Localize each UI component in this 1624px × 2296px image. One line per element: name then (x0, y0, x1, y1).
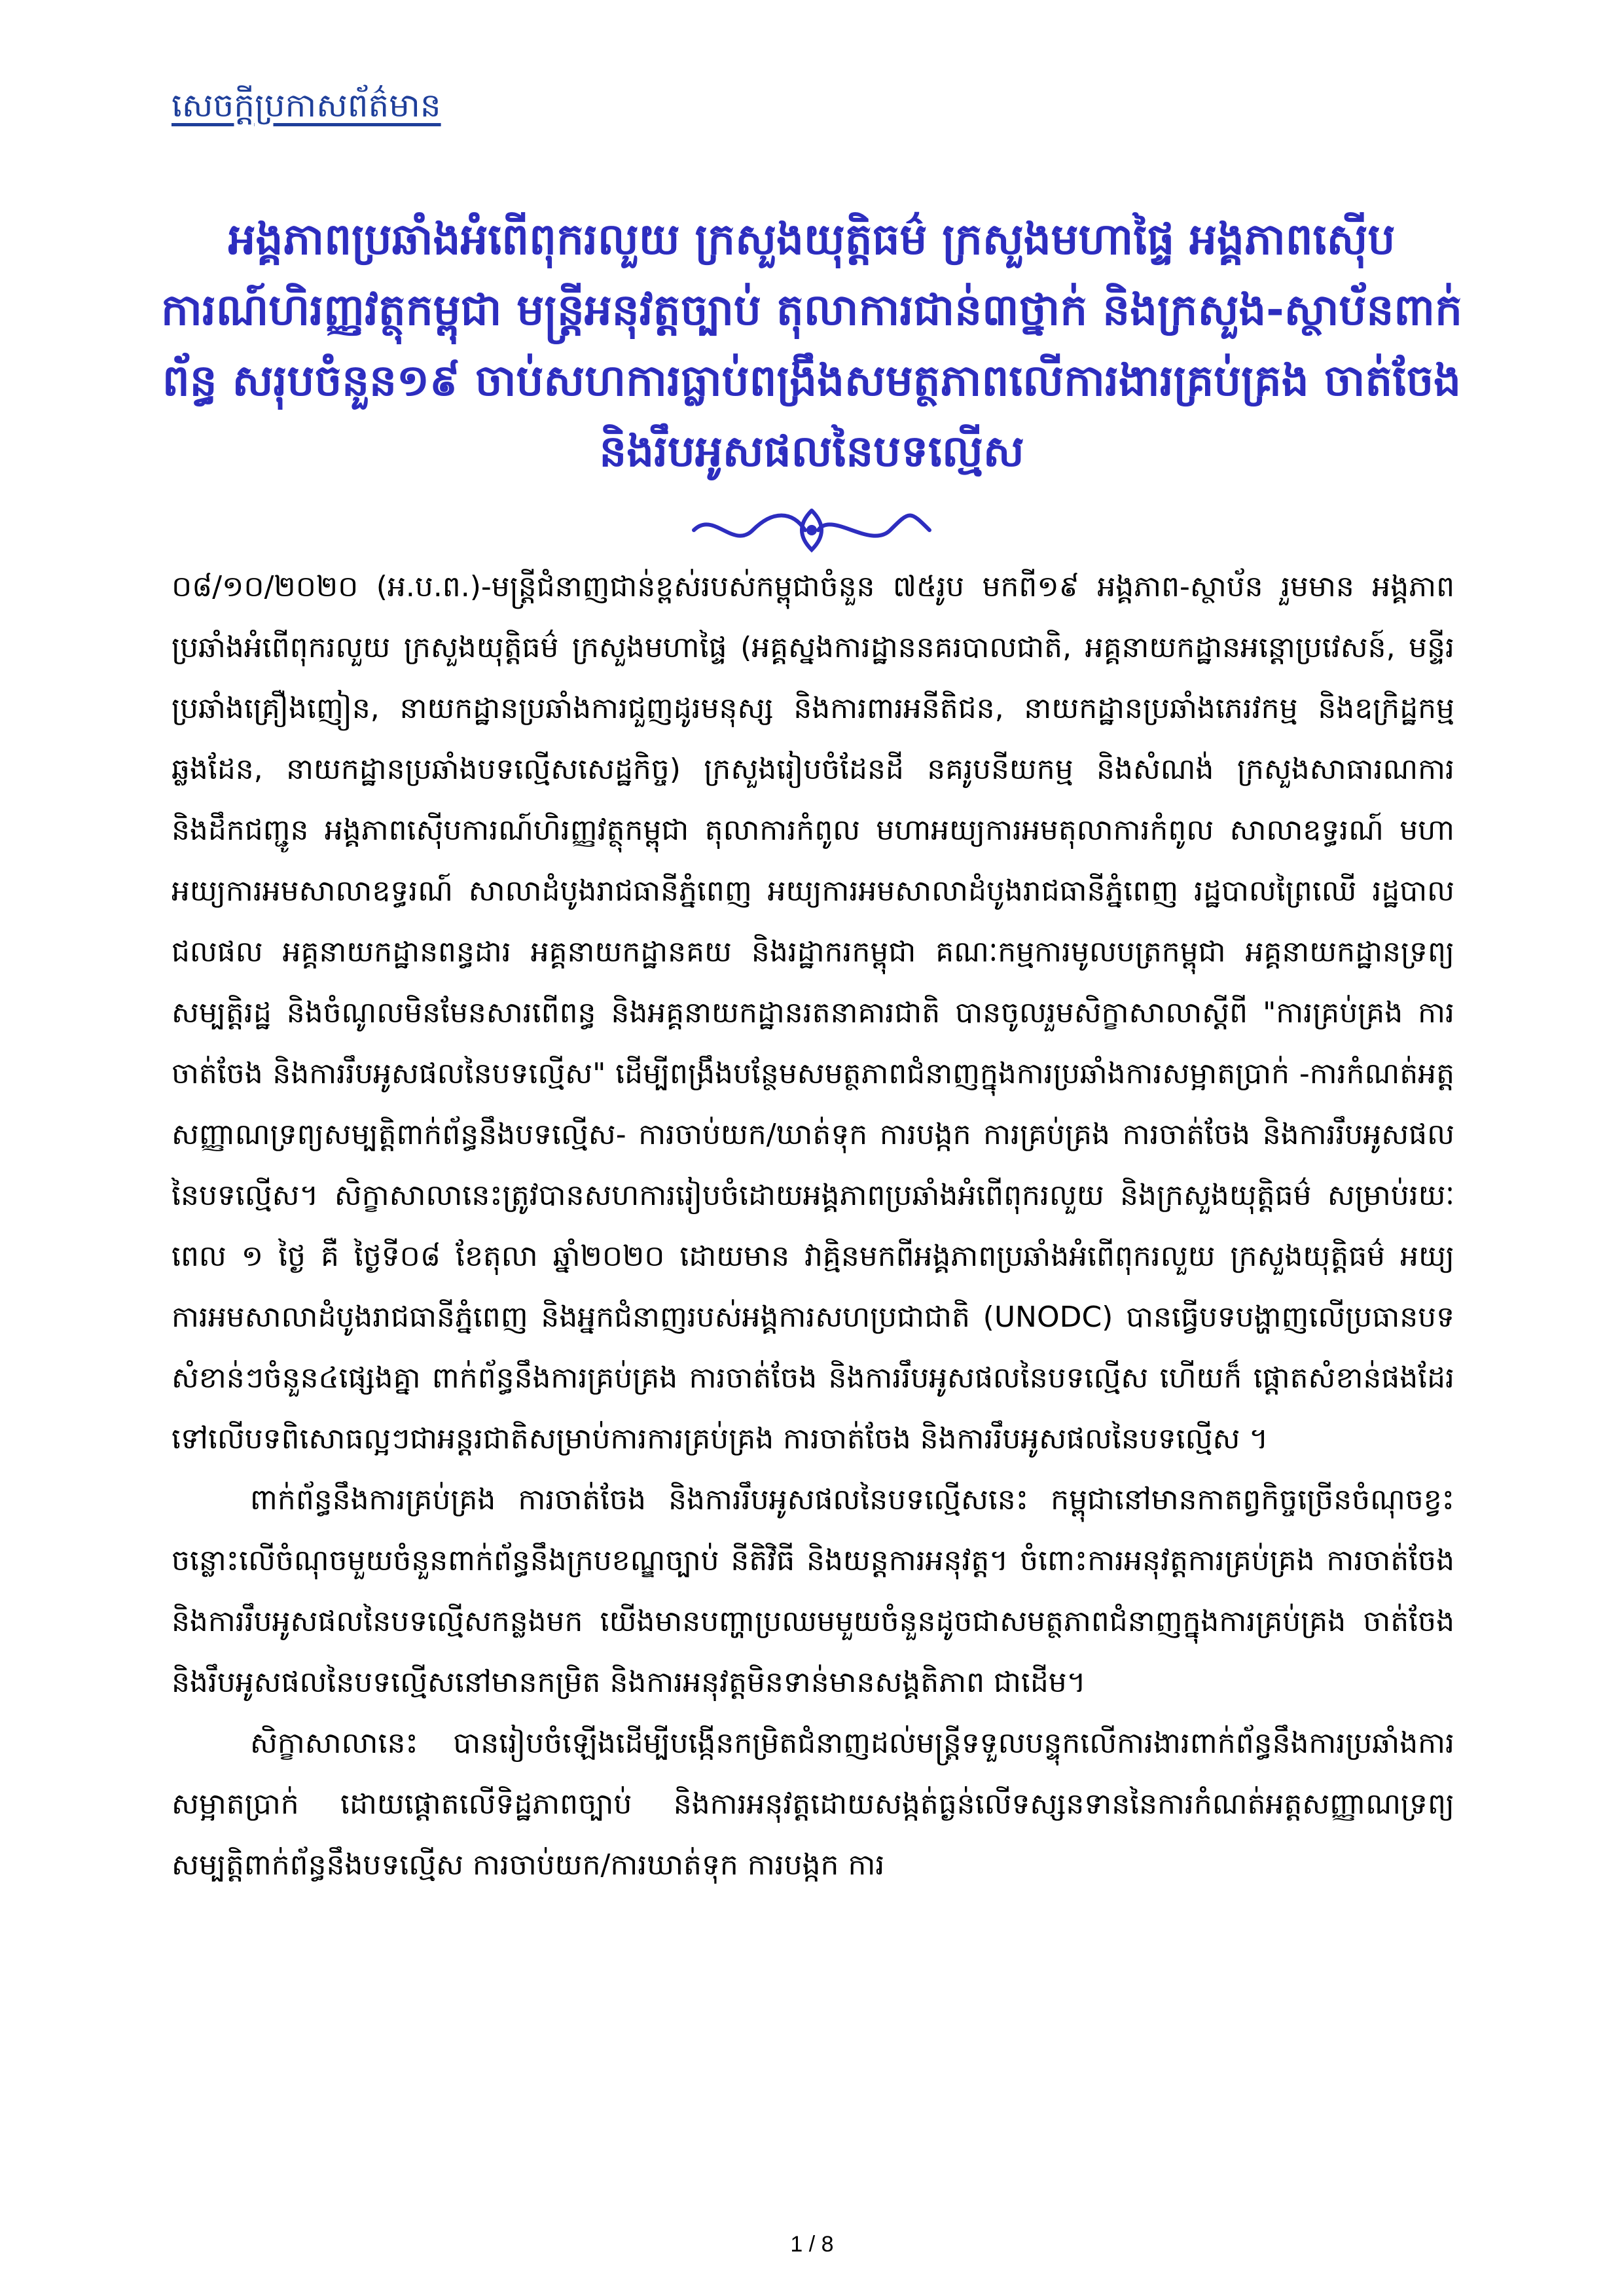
ornament-divider-icon (681, 504, 943, 556)
document-title: អង្គភាពប្រឆាំងអំពើពុករលួយ ក្រសួងយុត្តិធម៌ ក្រសួងមហាផ្ទៃ អង្គភាពស៊ើបការណ៍ហិរញ្ញវត្ថុកម្ពុជា មន្រ្តីអនុវត្តច្បាប់ តុលាការជាន់៣ថ្នាក់ និងក្រសួង-ស្ថាប័នពាក់ព័ន្ធ សរុបចំនួន១៩ ចាប់សហការធ្លាប់ពង្រឹងសមត្ថភាពលើការងារគ្រប់គ្រង ចាត់ចែង និងរឹបអូសផលនៃបទល្មើស (160, 214, 1463, 476)
paragraph-2: ពាក់ព័ន្ធនឹងការគ្រប់គ្រង ការចាត់ចែង និងការរឹបអូសផលនៃបទល្មើសនេះ កម្ពុជានៅមានកាតព្វកិច្ចច្រើនចំណុចខ្វះចន្លោះលើចំណុចមួយចំនួនពាក់ព័ន្ធនឹងក្របខណ្ឌច្បាប់ នីតិវិធី និងយន្តការអនុវត្ត។ ចំពោះការអនុវត្តការគ្រប់គ្រង ការចាត់ចែង និងការរឹបអូសផលនៃបទល្មើសកន្លងមក យើងមានបញ្ហាប្រឈមមួយចំនួនដូចជាសមត្ថភាពជំនាញក្នុងការគ្រប់គ្រង ចាត់ចែង និងរឹបអូសផលនៃបទល្មើសនៅមានកម្រិត និងការអនុវត្តមិនទាន់មានសង្គតិភាព ជាដើម។ (171, 1483, 1454, 1699)
paragraph-1: ០៨/១០/២០២០ (អ.ប.ព.)-មន្ត្រីជំនាញជាន់ខ្ពស់របស់កម្ពុជាចំនួន ៧៥រូប មកពី១៩ អង្គភាព-ស្ថាប័ន រួមមាន អង្គភាពប្រឆាំងអំពើពុករលួយ ក្រសួងយុត្តិធម៌ ក្រសួងមហាផ្ទៃ (អគ្គស្នងការដ្ឋាននគរបាលជាតិ, អគ្គនាយកដ្ឋានអន្តោប្រវេសន៍, មន្ទីរប្រឆាំងគ្រឿងញៀន, នាយកដ្ឋានប្រឆាំងការជួញដូរមនុស្ស និងការពារអនីតិជន, នាយកដ្ឋានប្រឆាំងភេរវកម្ម និងឧក្រិដ្ឋកម្មឆ្លងដែន, នាយកដ្ឋានប្រឆាំងបទល្មើសសេដ្ឋកិច្ច) ក្រសួងរៀបចំដែនដី នគរូបនីយកម្ម និងសំណង់ ក្រសួងសាធារណការ និងដឹកជញ្ជូន អង្គភាពស៊ើបការណ៍ហិរញ្ញវត្ថុកម្ពុជា តុលាការកំពូល មហាអយ្យការអមតុលាការកំពូល សាលាឧទ្ធរណ៍ មហាអយ្យការអមសាលាឧទ្ធរណ៍ សាលាដំបូងរាជធានីភ្នំពេញ អយ្យការអមសាលាដំបូងរាជធានីភ្នំពេញ រដ្ឋបាលព្រៃឈើ រដ្ឋបាលជលផល អគ្គនាយកដ្ឋានពន្ធដារ អគ្គនាយកដ្ឋានគយ និងរដ្ឋាករកម្ពុជា គណៈកម្មការមូលបត្រកម្ពុជា អគ្គនាយកដ្ឋានទ្រព្យសម្បត្តិរដ្ឋ និងចំណូលមិនមែនសារពើពន្ធ និងអគ្គនាយកដ្ឋានរតនាគារជាតិ បានចូលរួមសិក្ខាសាលាស្តីពី "ការគ្រប់គ្រង ការចាត់ចែង និងការរឹបអូសផលនៃបទល្មើស" ដើម្បីពង្រឹងបន្ថែមសមត្ថភាពជំនាញក្នុងការប្រឆាំងការសម្អាតប្រាក់ -ការកំណត់អត្តសញ្ញាណទ្រព្យសម្បត្តិពាក់ព័ន្ធនឹងបទល្មើស- ការចាប់យក/ឃាត់ទុក ការបង្កក ការគ្រប់គ្រង ការចាត់ចែង និងការរឹបអូសផលនៃបទល្មើស។ សិក្ខាសាលានេះត្រូវបានសហការរៀបចំដោយអង្គភាពប្រឆាំងអំពើពុករលួយ និងក្រសួងយុត្តិធម៌ សម្រាប់រយៈពេល ១ ថ្ងៃ គឺ ថ្ងៃទី០៨ ខែតុលា ឆ្នាំ២០២០ ដោយមាន វាគ្មិនមកពីអង្គភាពប្រឆាំងអំពើពុករលួយ ក្រសួងយុត្តិធម៌ អយ្យការអមសាលាដំបូងរាជធានីភ្នំពេញ និងអ្នកជំនាញរបស់អង្គការសហប្រជាជាតិ (UNODC) បានធ្វើបទបង្ហាញលើប្រធានបទ សំខាន់ៗចំនួន៤ផ្សេងគ្នា ពាក់ព័ន្ធនឹងការគ្រប់គ្រង ការចាត់ចែង និងការរឹបអូសផលនៃបទល្មើស ហើយក៏ ផ្តោតសំខាន់ផងដែរទៅលើបទពិសោធល្អៗជាអន្តរជាតិសម្រាប់ការការគ្រប់គ្រង ការចាត់ចែង និងការរឹបអូសផលនៃបទល្មើស ។ (171, 570, 1455, 1456)
page-number: 1 / 8 (790, 2232, 834, 2257)
article-body (171, 556, 1454, 1895)
press-release-label: សេចក្តីប្រកាសព័ត៌មាន (171, 86, 441, 124)
paragraph-3: សិក្ខាសាលានេះ បានរៀបចំឡើងដើម្បីបង្កើនកម្រិតជំនាញដល់មន្ត្រីទទួលបន្ទុកលើការងារពាក់ព័ន្ធនឹងការប្រឆាំងការសម្អាតប្រាក់ ដោយផ្តោតលើទិដ្ឋភាពច្បាប់ និងការអនុវត្តដោយសង្កត់ធ្ងន់លើទស្សនទាននៃការកំណត់អត្តសញ្ញាណទ្រព្យសម្បត្តិពាក់ព័ន្ធនឹងបទល្មើស ការចាប់យក/ការឃាត់ទុក ការបង្កក ការ (171, 1727, 1454, 1882)
